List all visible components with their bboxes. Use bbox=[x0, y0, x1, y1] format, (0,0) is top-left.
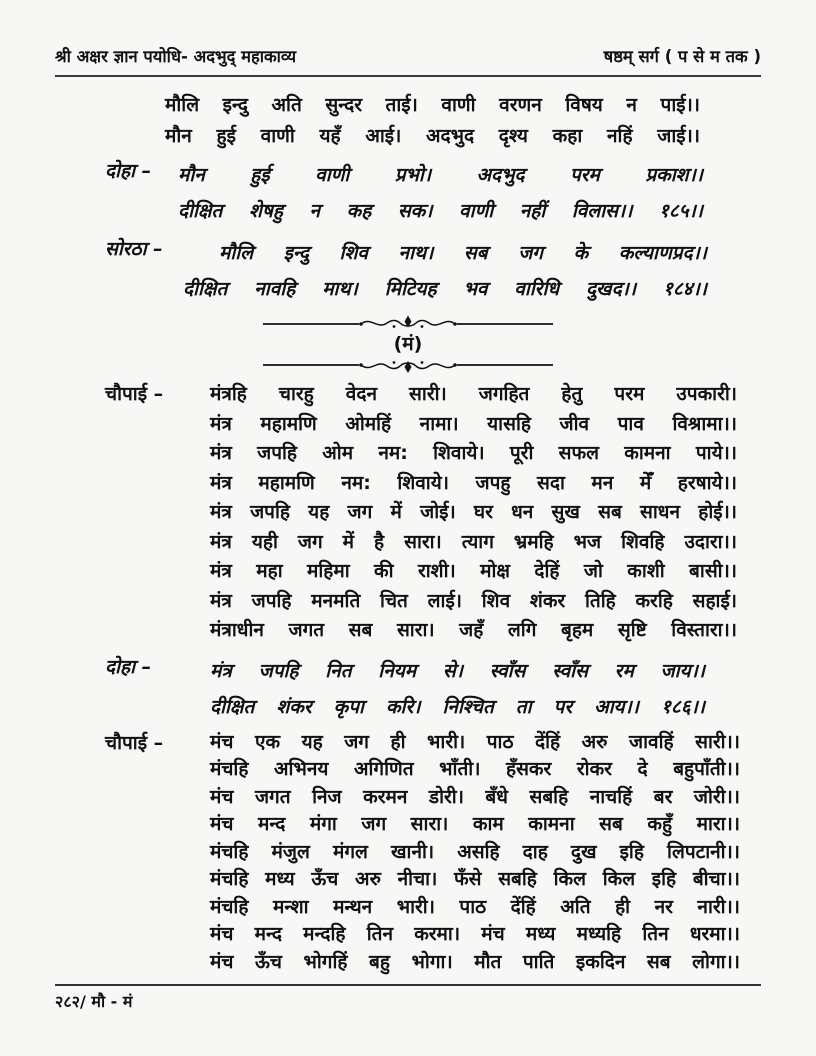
verse-line: मंत्र जपहि मनमति चित लाई। शिव शंकर तिहि करहि सहाई। bbox=[210, 589, 737, 612]
stanza-chaupai-mantra bbox=[105, 380, 816, 646]
stanza-doha-185 bbox=[105, 157, 816, 229]
verse-line: मंत्र महामणि नम: शिवाये। जपहु सदा मन मेँ हरषाये।। bbox=[210, 471, 737, 494]
verse-line: मंत्र जपहि ओम नम: शिवाये। पूरी सफल कामना पाये।। bbox=[210, 442, 737, 464]
verse-line: मंत्राधीन जगत सब सारा। जहँ लगि बृहम सृष्टि विस्तारा।। bbox=[210, 619, 737, 641]
verse-line: मंच एक यह जग ही भारी। पाठ देंहिं अरु जावहिं सारी।। bbox=[210, 730, 740, 753]
stanza-label: चौपाई – bbox=[105, 383, 164, 405]
stanza-sortha-184 bbox=[105, 235, 816, 307]
verse-line: दीक्षित नावहि माथ। मिटियह भव वारिधि दुखद।। १८४।। bbox=[183, 278, 707, 300]
verse-line: मंचहि अभिनय अगिणित भाँती। हँसकर रोकर दे बहुपाँती।। bbox=[210, 758, 740, 780]
page-header bbox=[55, 0, 761, 77]
verse-line: मंचहि मंजुल मंगल खानी। असहि दाह दुख इहि लिपटानी।। bbox=[210, 840, 740, 863]
verse-line: मंच जगत निज करमन डोरी। बँधे सबहि नाचहिं बर जोरी।। bbox=[210, 785, 740, 808]
stanza-chaupai-manch bbox=[105, 729, 816, 977]
opening-couplet bbox=[165, 90, 700, 152]
floral-rule-icon bbox=[263, 357, 553, 375]
verse-line: मंच मन्द मंगा जग सारा। काम कामना सब कहुँ मारा।। bbox=[210, 813, 740, 835]
stanza-label: सोरठा – bbox=[105, 238, 163, 260]
verse-line: मंच मन्द मन्दहि तिन करमा। मंच मध्य मध्यहि तिन धरमा।। bbox=[210, 923, 740, 945]
verse-line: मंत्र यही जग में है सारा। त्याग भ्रमहि भज शिवहि उदारा।। bbox=[210, 530, 737, 553]
verse-line: दीक्षित शंकर कृपा करि। निश्चित ता पर आय।। १८६।। bbox=[210, 695, 705, 718]
section-divider bbox=[0, 313, 816, 375]
floral-rule-icon bbox=[263, 313, 553, 331]
verse-line: मंत्र जपहि नित नियम से। स्वाँस स्वाँस रम जाय।। bbox=[210, 659, 705, 682]
verse-line: मौलि इन्दु अति सुन्दर ताई। वाणी वरणन विषय न पाई।। bbox=[165, 94, 700, 116]
stanza-label: दोहा – bbox=[105, 655, 152, 678]
verse-line: मंत्र जपहि यह जग में जोई। घर धन सुख सब साधन होई।। bbox=[210, 501, 737, 523]
stanza-lines bbox=[210, 729, 740, 977]
verse-line: मौन हुई वाणी प्रभो। अदभुद परम प्रकाश।। bbox=[178, 164, 703, 186]
stanza-label: चौपाई – bbox=[105, 731, 164, 754]
stanza-lines bbox=[210, 380, 737, 646]
verse-line: दीक्षित शेषहु न कह सक। वाणी नहीं विलास।। १८५।। bbox=[178, 200, 703, 222]
stanza-doha-186 bbox=[105, 653, 816, 725]
verse-line: मंत्रहि चारहु वेदन सारी। जगहित हेतु परम उपकारी। bbox=[210, 383, 737, 405]
header-chapter-title: षष्ठम् सर्ग ( प से म तक ) bbox=[603, 47, 761, 66]
header-book-title: श्री अक्षर ज्ञान पयोधि- अदभुद् महाकाव्य bbox=[55, 47, 297, 66]
verse-line: मंचहि मन्शा मन्थन भारी। पाठ देंहिं अति ही नर नारी।। bbox=[210, 895, 740, 918]
stanza-lines bbox=[183, 235, 707, 307]
stanza-label: दोहा – bbox=[105, 160, 152, 182]
stanza-lines bbox=[210, 653, 705, 725]
page-number: २८२/ मौ - मं bbox=[55, 992, 133, 1011]
verse-line: मंचहि मध्य ऊँच अरु नीचा। फँसे सबहि किल किल इहि बीचा।। bbox=[210, 868, 740, 890]
stanza-lines bbox=[178, 157, 703, 229]
verse-line: मंत्र महामणि ओमहिं नामा। यासहि जीव पाव विश्रामा।। bbox=[210, 412, 737, 435]
divider-heading: (मं) bbox=[393, 333, 423, 355]
page-footer bbox=[55, 984, 761, 1012]
verse-line: मंच ऊँच भोगहिं बहु भोगा। मौत पाति इकदिन सब लोगा।। bbox=[210, 950, 740, 973]
verse-line: मौन हुई वाणी यहँ आई। अदभुद दृश्य कहा नहिं जाई।। bbox=[165, 125, 700, 147]
verse-line: मंत्र महा महिमा की राशी। मोक्ष देहिं जो काशी बासी।। bbox=[210, 560, 737, 582]
verse-line: मौलि इन्दु शिव नाथ। सब जग के कल्याणप्रद।। bbox=[219, 242, 707, 264]
